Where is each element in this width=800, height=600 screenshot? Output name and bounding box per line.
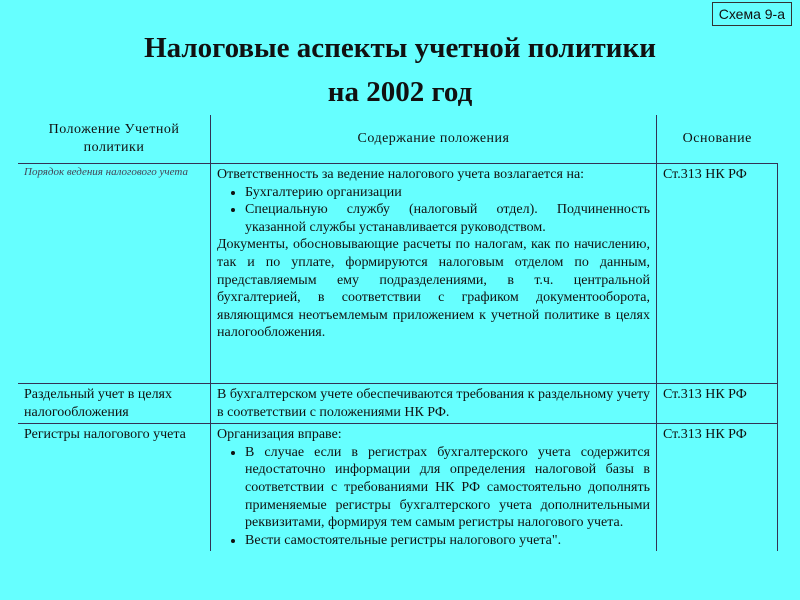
table-row — [18, 384, 778, 424]
table-row — [18, 424, 778, 552]
accounting-policy-table — [18, 115, 778, 551]
row-content — [211, 424, 657, 552]
row-content — [211, 164, 657, 384]
header-content: Содержание положения — [211, 115, 657, 164]
title-line-1: Налоговые аспекты учетной политики — [144, 32, 656, 64]
bullet-item: • В случае если в регистрах бухгалтерского учета содержится недостаточно информации для определения налоговой базы в соответствии с требованиями НК РФ самостоятельно дополнять применяемые регистры бухгалтерского учета дополнительными реквизитами, формируя тем самым регистры налогового учета. — [245, 444, 650, 532]
row-basis: Ст.313 НК РФ — [657, 424, 778, 552]
bullet-item: • Бухгалтерию организации — [245, 184, 650, 202]
row-position: Порядок ведения налогового учета — [18, 164, 211, 384]
row-outro: Документы, обосновывающие расчеты по налогам, как по начислению, так и по уплате, формируются налоговым отделом по данным, представляемым ему подразделениями, в т.ч. центральной бухгалтерией, в соответствии с графиком документооборота, являющимся неотъемлемым приложением к учетной политике в целях налогообложения. — [217, 237, 650, 341]
row-intro: Организация вправе: — [217, 427, 342, 443]
row-bullets — [217, 444, 650, 550]
row-position: Раздельный учет в целях налогообложения — [18, 384, 211, 424]
table-header-row — [18, 115, 778, 164]
row-intro: Ответственность за ведение налогового учета возлагается на: — [217, 167, 585, 182]
row-basis: Ст.313 НК РФ — [657, 384, 778, 424]
row-content: В бухгалтерском учете обеспечиваются требования к раздельному учету в соответствии с положениями НК РФ. — [211, 384, 657, 424]
row-position: Регистры налогового учета — [18, 424, 211, 552]
bullet-item: • Специальную службу (налоговый отдел). Подчиненность указанной службы устанавливается руководством. — [245, 201, 650, 236]
bullet-item: • Вести самостоятельные регистры налогового учета". — [245, 532, 650, 550]
header-position: Положение Учетной политики — [48, 122, 180, 155]
scheme-badge: Схема 9-а — [712, 2, 792, 26]
table-row — [18, 164, 778, 384]
title-line-2: на 2002 год — [327, 76, 473, 108]
row-bullets — [217, 184, 650, 237]
row-basis: Ст.313 НК РФ — [657, 164, 778, 384]
header-basis: Основание — [657, 115, 778, 164]
page-title — [0, 26, 800, 114]
